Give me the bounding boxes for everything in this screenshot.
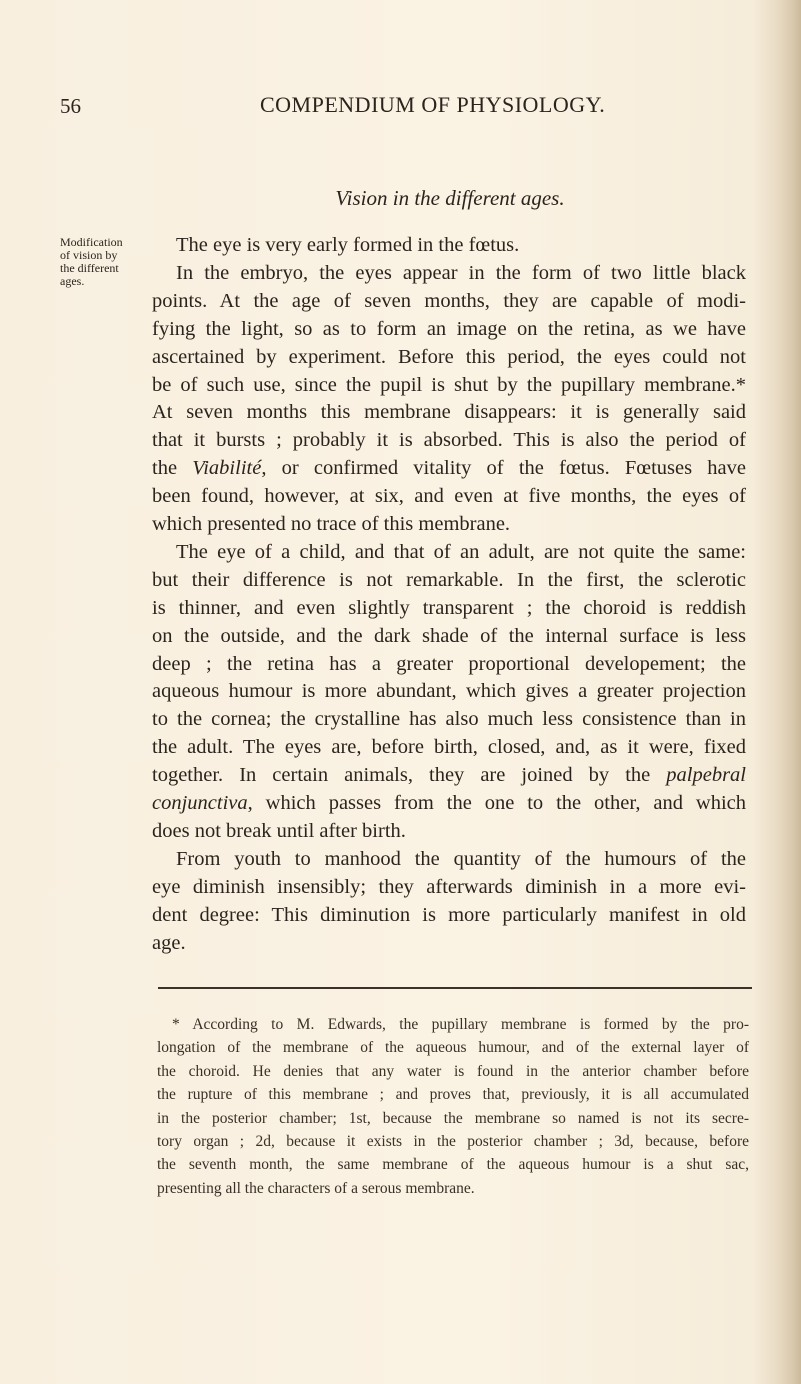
page-number: 56 bbox=[60, 94, 81, 118]
margin-note-line: the different bbox=[60, 261, 119, 275]
body-line bbox=[152, 456, 746, 480]
margin-note-line: of vision by bbox=[60, 248, 118, 262]
italic-term: palpebral bbox=[666, 764, 746, 787]
running-title: COMPENDIUM OF PHYSIOLOGY. bbox=[260, 92, 606, 117]
text-segment: together. In certain animals, they are joined by the bbox=[152, 764, 667, 787]
body-line: but their difference is not remarkable. In the first, the sclerotic bbox=[152, 568, 746, 591]
footnote-line: * According to M. Edwards, the pupillary membrane is formed by the pro- bbox=[172, 1016, 749, 1033]
text-segment: , which passes from the one to the other, and which bbox=[247, 792, 746, 814]
body-line: points. At the age of seven months, they are capable of modi- bbox=[152, 289, 746, 312]
body-line: The eye of a child, and that of an adult, are not quite the same: bbox=[176, 540, 746, 563]
text-segment: the bbox=[152, 457, 193, 480]
footnote-line: the seventh month, the same membrane of the aqueous humour is a shut sac, bbox=[157, 1156, 749, 1174]
body-line: At seven months this membrane disappears: it is generally said bbox=[152, 401, 746, 424]
margin-note bbox=[60, 236, 140, 288]
section-heading: Vision in the different ages. bbox=[335, 186, 565, 210]
footnote-line: the choroid. He denies that any water is found in the anterior chamber before bbox=[157, 1062, 749, 1080]
body-line bbox=[152, 791, 746, 815]
body-line: does not break until after birth. bbox=[152, 819, 406, 842]
footnote-line: tory organ ; 2d, because it exists in the posterior chamber ; 3d, because, before bbox=[157, 1133, 749, 1150]
footnote-line: presenting all the characters of a serous membrane. bbox=[157, 1179, 475, 1197]
body-line: In the embryo, the eyes appear in the form of two little black bbox=[176, 261, 746, 284]
body-line: age. bbox=[152, 931, 186, 954]
body-line: is thinner, and even slightly transparent ; the choroid is reddish bbox=[152, 596, 746, 619]
body-line: been found, however, at six, and even at five months, the eyes of bbox=[152, 485, 746, 508]
text-segment: , or confirmed vitality of the fœtus. Fœtuses have bbox=[261, 457, 746, 480]
body-line bbox=[152, 763, 746, 787]
footnote-line: in the posterior chamber; 1st, because the membrane so named is not its secre- bbox=[157, 1109, 749, 1127]
margin-note-line: ages. bbox=[60, 274, 85, 288]
body-line: be of such use, since the pupil is shut by the pupillary membrane.* bbox=[152, 373, 746, 396]
body-line: aqueous humour is more abundant, which gives a greater projection bbox=[152, 680, 746, 703]
footnote-rule bbox=[158, 987, 752, 989]
body-line: which presented no trace of this membrane. bbox=[152, 513, 511, 535]
footnote-line: longation of the membrane of the aqueous humour, and of the external layer of bbox=[157, 1039, 749, 1057]
body-line: From youth to manhood the quantity of the humours of the bbox=[176, 847, 746, 870]
body-line: that it bursts ; probably it is absorbed. This is also the period of bbox=[152, 429, 746, 452]
body-line: to the cornea; the crystalline has also much less consistence than in bbox=[152, 708, 746, 731]
body-line: deep ; the retina has a greater proportional developement; the bbox=[152, 652, 746, 675]
body-line: dent degree: This diminution is more particularly manifest in old bbox=[152, 903, 746, 926]
body-line: ascertained by experiment. Before this period, the eyes could not bbox=[152, 345, 746, 368]
italic-term: Viabilité bbox=[192, 457, 262, 480]
body-line: The eye is very early formed in the fœtus. bbox=[176, 234, 520, 256]
italic-term: conjunctiva bbox=[152, 792, 248, 814]
body-line: the adult. The eyes are, before birth, closed, and, as it were, fixed bbox=[152, 736, 746, 759]
body-line: fying the light, so as to form an image on the retina, as we have bbox=[152, 317, 746, 340]
footnote-line: the rupture of this membrane ; and proves that, previously, it is all accumulated bbox=[157, 1086, 749, 1104]
body-line: eye diminish insensibly; they afterwards diminish in a more evi- bbox=[152, 875, 746, 898]
body-line: on the outside, and the dark shade of the internal surface is less bbox=[152, 624, 746, 647]
margin-note-line: Modification bbox=[60, 235, 123, 249]
